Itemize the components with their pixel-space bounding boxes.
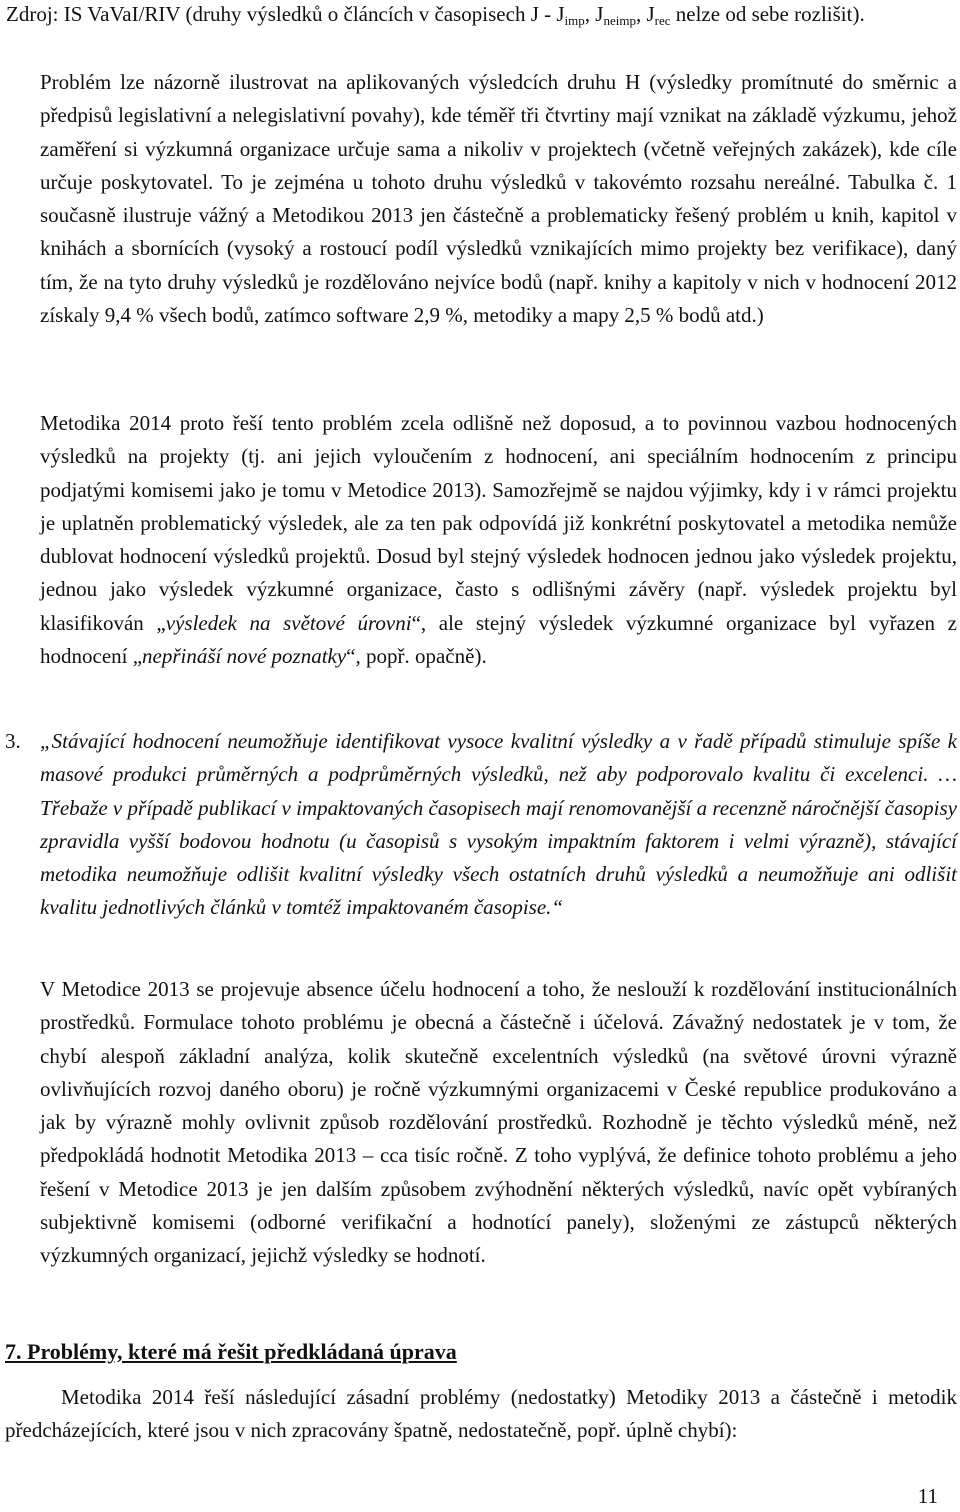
quote-world-level: výsledek na světové úrovni [165, 610, 412, 635]
list-number-3: 3. [5, 729, 21, 753]
paragraph-4: Metodika 2014 řeší následující zásadní problémy (nedostatky) Metodiky 2013 a částečně i metodik předcházejících, které jsou v nich zpracovány špatně, nedostatečně, popř. úplně chybí): [5, 1385, 957, 1443]
list-item-3-quote: „Stávající hodnocení neumožňuje identifikovat vysoce kvalitní výsledky a v řadě případů stimuluje spíše k masové produkci průměrných a podprůměrných výsledků, než aby podporovalo kvalitu či excelenci. … Třebaže v případě publikací v impaktovaných časopisech mají renomovanější a recenzně náročnější časopisy zpravidla vyšší bodovou hodnotu (u časopisů s vysokým impaktním faktorem i velmi výrazně), stávající metodika neumožňuje odlišit kvalitní výsledky všech ostatních druhů výsledků a neumožňuje ani odlišit kvalitu jednotlivých článků v tomtéž impaktovaném časopise.“ [40, 729, 957, 920]
subscript-imp: imp [564, 13, 585, 28]
paragraph-2 [40, 407, 957, 673]
paragraph-2-text: Metodika 2014 proto řeší tento problém zcela odlišně než doposud, a to povinnou vazbou hodnocených výsledků na projekty (tj. ani jejich vyloučením z hodnocení, ani speciálním hodnocením z principu podjatými komisemi jako je tomu v Metodice 2013). Samozřejmě se najdou výjimky, kdy i v rámci projektu je uplatněn problematický výsledek, ale za ten pak odpovídá již konkrétní poskytovatel a metodika nemůže dublovat hodnocení výsledků projektů. Dosud byl stejný výsledek hodnocen jednou jako výsledek projektu, jednou jako výsledek výzkumné organizace, často s odlišnými závěry (např. výsledek projektu byl klasifikován „ [40, 411, 957, 635]
paragraph-2-text-mid: “, ale stejný výsledek výzkumné organizace byl vyřazen z hodnocení „ [40, 610, 957, 669]
source-sep: , J [584, 2, 604, 26]
paragraph-1: Problém lze názorně ilustrovat na aplikovaných výsledcích druhu H (výsledky promítnuté do směrnic a předpisů legislativní a nelegislativní povahy), kde téměř tři čtvrtiny mají vznikat na základě výzkumu, jehož zaměření si výzkumná organizace určuje sama a nikoliv v projektech (včetně veřejných zakázek), kde cíle určuje poskytovatel. To je zejména u tohoto druhu výsledků v takovémto rozsahu nereálné. Tabulka č. 1 současně ilustruje vážný a Metodikou 2013 jen částečně a problematicky řešený problém u knih, kapitol v knihách a sbornících (vysoký a rostoucí podíl výsledků vznikajících mimo projekty bez verifikace), daný tím, že na tyto druhy výsledků je rozdělováno nejvíce bodů (např. knihy a kapitoly v nich v hodnocení 2012 získaly 9,4 % všech bodů, zatímco software 2,9 %, metodiky a mapy 2,5 % bodů atd.) [40, 70, 957, 328]
section-heading: 7. Problémy, které má řešit předkládaná úprava [5, 1339, 457, 1364]
paragraph-2-text-end: “, popř. opačně). [346, 644, 487, 669]
subscript-rec: rec [654, 13, 671, 28]
source-text-end: nelze od sebe rozlišit). [670, 2, 865, 26]
page-number: 11 [917, 1484, 938, 1508]
paragraph-3: V Metodice 2013 se projevuje absence účelu hodnocení a toho, že neslouží k rozdělování institucionálních prostředků. Formulace tohoto problému je obecná a částečně i účelová. Závažný nedostatek je v tom, že chybí alespoň základní analýza, kolik skutečně excelentních výsledků (na světové úrovni výrazně ovlivňujících rozvoj daného oboru) je ročně výzkumnými organizacemi v České republice produkováno a jak by výrazně mohly ovlivnit způsob rozdělování prostředků. Rozhodně je těchto výsledků méně, než předpokládá hodnotit Metodika 2013 – cca tisíc ročně. Z toho vyplývá, že definice tohoto problému a jeho řešení v Metodice 2013 je jen dalším způsobem zvýhodnění některých výsledků, navíc opět vybíraných subjektivně komisemi (odborné verifikační a hodnotící panely), složenými ze zástupců některých výzkumných organizací, jejichž výsledky se hodnotí. [40, 977, 957, 1268]
quote-no-new-knowledge: nepřináší nové poznatky [142, 644, 347, 669]
source-sep: , J [635, 2, 655, 26]
source-note [6, 0, 956, 28]
source-text: Zdroj: IS VaVaI/RIV (druhy výsledků o článcích v časopisech J - J [6, 2, 565, 26]
subscript-neimp: neimp [603, 13, 636, 28]
